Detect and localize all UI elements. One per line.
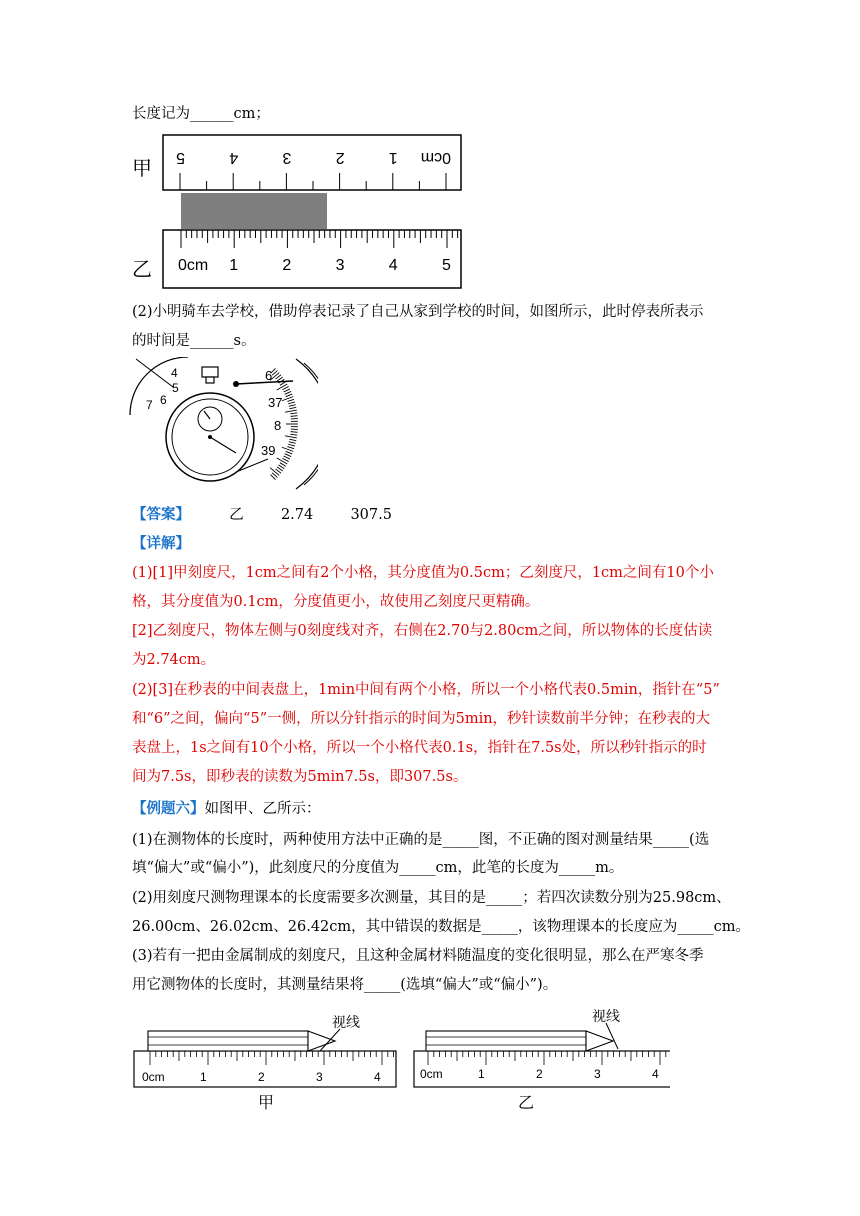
yi-label: 乙	[132, 259, 152, 281]
measured-object	[181, 193, 327, 229]
jia-num-2: 3	[282, 149, 292, 166]
left-num-1: 1	[200, 1070, 207, 1084]
right-num-1: 1	[478, 1067, 485, 1081]
jia-ruler	[163, 135, 461, 190]
right-num-4: 4	[652, 1067, 659, 1081]
yi-num-5: 5	[442, 257, 451, 274]
left-sight-label: 视线	[332, 1014, 360, 1030]
answer-line	[132, 505, 392, 525]
example-6-line-5: (3)若有一把由金属制成的刻度尺，且这种金属材料随温度的变化很明显，那么在严寒冬季	[132, 948, 704, 964]
yi-num-2: 2	[282, 257, 292, 274]
jia-num-4: 1	[388, 149, 398, 166]
pencil-figure	[130, 1005, 670, 1120]
detail-line-6: 和“6”之间，偏向“5”一侧，所以分针指示的时间为5min，秒针读数前半分钟；在秒表的大	[132, 711, 711, 727]
ruler-figure	[130, 133, 470, 293]
big-dial-37: 37	[268, 395, 283, 410]
left-num-2: 2	[258, 1070, 265, 1084]
example-6-intro: 如图甲、乙所示：	[204, 801, 321, 817]
example-6-tag: 【例题六】	[132, 800, 205, 817]
stopwatch-button	[202, 367, 218, 377]
example-6-line-1: (1)在测物体的长度时，两种使用方法中正确的是_____图，不正确的图对测量结果_____(选	[132, 832, 710, 848]
left-num-4: 4	[374, 1070, 381, 1084]
detail-tag: 【详解】	[132, 535, 190, 552]
stopwatch-figure	[128, 357, 318, 492]
example-6-line-4: 26.00cm、26.02cm、26.42cm，其中错误的数据是_____，该物理课本的长度应为_____cm。	[132, 919, 751, 935]
big-dial-8: 8	[274, 418, 282, 433]
example-6-heading	[132, 799, 321, 819]
right-pencil	[426, 1031, 586, 1051]
answer-value-2: 2.74	[280, 507, 314, 523]
right-num-3: 3	[594, 1067, 601, 1081]
example-6-line-2: 填“偏大”或“偏小”)，此刻度尺的分度值为_____cm，此笔的长度为_____m。	[132, 860, 624, 876]
detail-line-3: [2]乙刻度尺，物体左侧与0刻度线对齐，右侧在2.70与2.80cm之间，所以物体的长度估读	[132, 623, 713, 639]
jia-num-0: 5	[176, 149, 185, 166]
left-num-3: 3	[316, 1070, 323, 1084]
right-num-2: 2	[536, 1067, 543, 1081]
question-2-line-2: 的时间是______s。	[132, 333, 256, 349]
left-caption: 甲	[258, 1095, 275, 1112]
yi-num-1: 1	[229, 257, 239, 274]
big-dial-39: 39	[261, 443, 276, 458]
jia-num-3: 2	[335, 149, 345, 166]
jia-num-5: 0cm	[420, 149, 451, 166]
question-1-tail: 长度记为______cm；	[132, 106, 270, 122]
small-dial-7: 7	[146, 398, 153, 412]
jia-num-1: 4	[229, 149, 239, 166]
detail-line-4: 为2.74cm。	[132, 652, 216, 668]
left-num-0: 0cm	[142, 1070, 165, 1084]
detail-line-1: (1)[1]甲刻度尺，1cm之间有2个小格，其分度值为0.5cm；乙刻度尺，1cm之间有10个小	[132, 565, 714, 581]
left-pencil	[148, 1031, 308, 1051]
small-dial-4: 4	[171, 366, 178, 380]
detail-line-7: 表盘上，1s之间有10个小格，所以一个小格代表0.1s，指针在7.5s处，所以秒针指示的时	[132, 740, 707, 756]
small-dial-6: 6	[160, 393, 167, 407]
detail-line-2: 格，其分度值为0.1cm，分度值更小，故使用乙刻度尺更精确。	[132, 594, 540, 610]
question-2-line-1: (2)小明骑车去学校，借助停表记录了自己从家到学校的时间，如图所示，此时停表所表示	[132, 304, 704, 320]
yi-num-0: 0cm	[178, 257, 209, 274]
yi-num-4: 4	[388, 257, 398, 274]
example-6-line-6: 用它测物体的长度时，其测量结果将_____(选填“偏大”或“偏小”)。	[132, 977, 558, 993]
answer-value-1: 乙	[229, 507, 244, 523]
answer-value-3: 307.5	[350, 507, 392, 523]
answer-tag: 【答案】	[132, 506, 190, 523]
detail-line-8: 间为7.5s，即秒表的读数为5min7.5s，即307.5s。	[132, 769, 468, 785]
yi-num-3: 3	[335, 257, 345, 274]
example-6-line-3: (2)用刻度尺测物理课本的长度需要多次测量，其目的是_____；若四次读数分别为25.98cm、	[132, 890, 731, 906]
big-dial-6: 6	[265, 368, 273, 383]
right-caption: 乙	[518, 1095, 535, 1112]
small-dial-5: 5	[172, 381, 179, 395]
right-num-0: 0cm	[420, 1067, 443, 1081]
detail-line-5: (2)[3]在秒表的中间表盘上，1min中间有两个小格，所以一个小格代表0.5min，指针在“5”	[132, 682, 720, 698]
jia-label: 甲	[132, 158, 152, 180]
right-sight-label: 视线	[592, 1008, 620, 1024]
